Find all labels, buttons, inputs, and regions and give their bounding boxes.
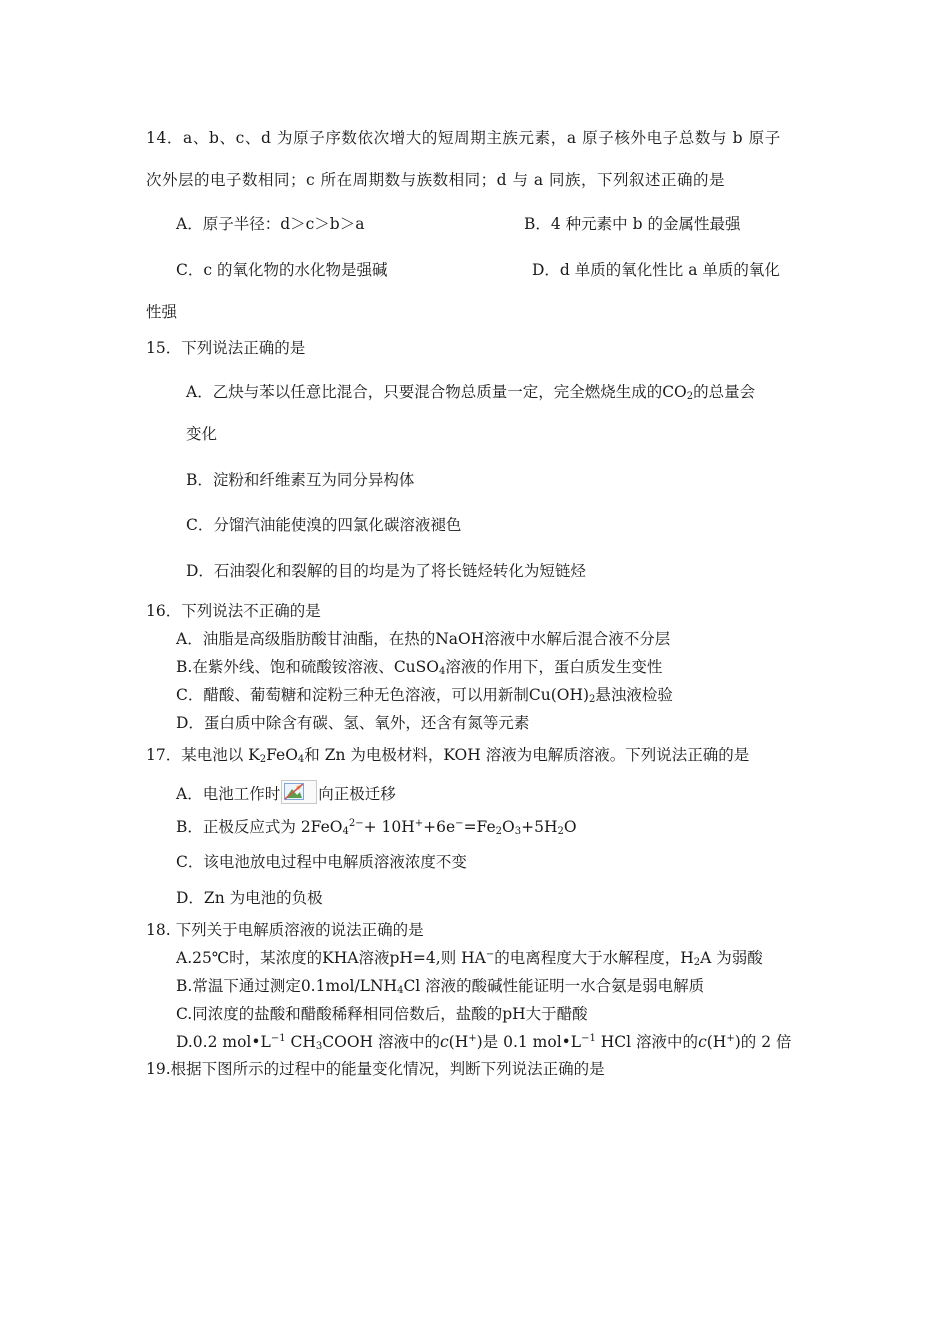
q18-option-c: C.同浓度的盐酸和醋酸稀释相同倍数后，盐酸的pH大于醋酸: [176, 1005, 588, 1023]
q17-stem: 17．某电池以 $K_2FeO_4$和 Zn 为电极材料，KOH 溶液为电解质溶液。下列说法正确的是: [146, 746, 750, 765]
q19-stem: 19.根据下图所示的过程中的能量变化情况，判断下列说法正确的是: [146, 1060, 605, 1078]
q14-option-a: A．原子半径：d＞c＞b＞a: [176, 215, 365, 233]
q16-stem: 16．下列说法不正确的是: [146, 602, 321, 620]
q17-option-c: C．该电池放电过程中电解质溶液浓度不变: [176, 853, 467, 871]
q16-option-a: A．油脂是高级脂肪酸甘油酯，在热的NaOH溶液中水解后混合液不分层: [176, 630, 671, 648]
q18-option-a: A.25℃时，某浓度的KHA溶液pH=4,则 HA−的电离程度大于水解程度，$H_2A$ 为弱酸: [176, 949, 763, 968]
q14-stem-line1: 14．a、b、c、d 为原子序数依次增大的短周期主族元素，a 原子核外电子总数与 b 原子: [146, 129, 781, 147]
q18-stem: 18. 下列关于电解质溶液的说法正确的是: [146, 921, 424, 939]
q15-option-a-line2: 变化: [186, 425, 218, 443]
q14-option-b: B．4 种元素中 b 的金属性最强: [524, 215, 741, 233]
q14-option-d-line2: 性强: [146, 303, 178, 321]
q16-option-c: C．醋酸、葡萄糖和淀粉三种无色溶液，可以用新制$Cu(OH)_2$悬浊液检验: [176, 686, 673, 705]
q18-option-b: B.常温下通过测定$0.1mol/LNH_4Cl$ 溶液的酸碱性能证明一水合氨是弱电解质: [176, 977, 705, 996]
q15-option-c: C．分馏汽油能使溴的四氯化碳溶液褪色: [186, 516, 462, 534]
q17-option-d: D．Zn 为电池的负极: [176, 889, 323, 907]
broken-image-icon: [281, 780, 317, 804]
q16-option-b: B.在紫外线、饱和硫酸铵溶液、CuSO$_4$溶液的作用下，蛋白质发生变性: [176, 658, 663, 677]
q14-option-c: C．c 的氧化物的水化物是强碱: [176, 261, 388, 279]
q14-option-d-line1: D．d 单质的氧化性比 a 单质的氧化: [532, 261, 780, 279]
q18-option-d: D.0.2 $mol•L^{-1}$ $CH_3COOH$ 溶液中的c(H+)是 0.1 $mol•L^{-1}$ HCl 溶液中的c(H+)的 2 倍: [176, 1033, 792, 1052]
q15-option-d: D．石油裂化和裂解的目的均是为了将长链烃转化为短链烃: [186, 562, 586, 580]
q15-option-b: B．淀粉和纤维素互为同分异构体: [186, 471, 415, 489]
q14-stem-line2: 次外层的电子数相同；c 所在周期数与族数相同；d 与 a 同族，下列叙述正确的是: [146, 171, 726, 189]
q17-option-a: A．电池工作时 向正极迁移: [176, 780, 396, 804]
q15-stem: 15．下列说法正确的是: [146, 339, 306, 357]
q16-option-d: D．蛋白质中除含有碳、氢、氧外，还含有氮等元素: [176, 714, 530, 732]
q17-option-b: B．正极反应式为 $2FeO_4^{2-}+ 10H^++6e^-=Fe_2O_3+5H_2O$: [176, 818, 577, 837]
q15-option-a-line1: A．乙炔与苯以任意比混合，只要混合物总质量一定，完全燃烧生成的$CO_2$的总量会: [186, 383, 756, 402]
